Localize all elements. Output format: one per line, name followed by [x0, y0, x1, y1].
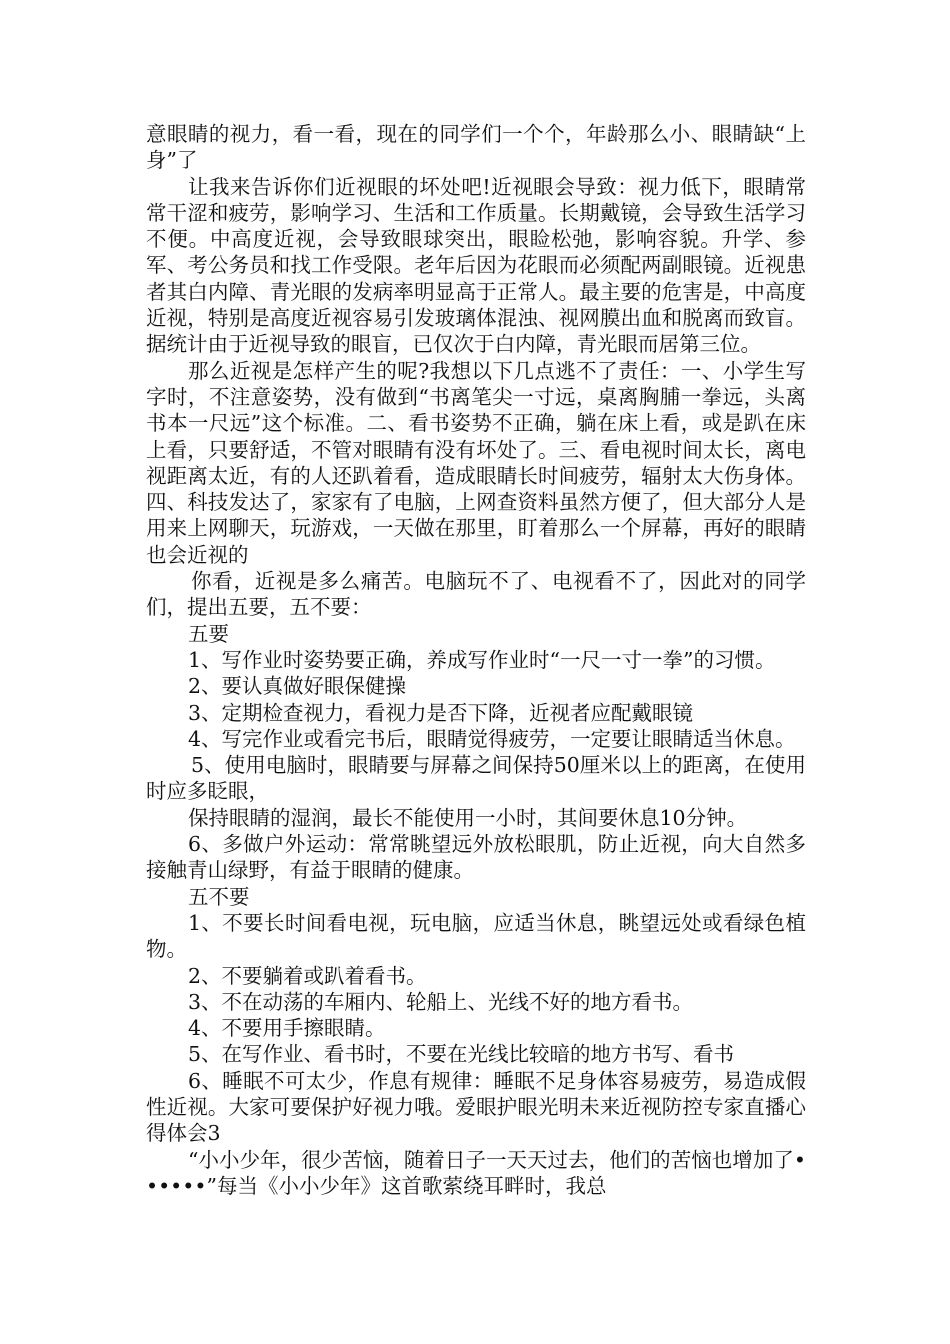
paragraph-3: 那么近视是怎样产生的呢?我想以下几点逃不了责任：一、小学生写字时，不注意姿势，没有做到“书离笔尖一寸远，桌离胸脯一拳远，头离书本一尺远”这个标准。二、看书姿势不正确，躺在床上看，或是趴在床上看，只要舒适，不管对眼睛有没有坏处了。三、看电视时间太长，离电视距离太近，有的人还趴着看，造成眼睛长时间疲劳，辐射太大伤身体。四、科技发达了，家家有了电脑，上网查资料虽然方便了，但大部分人是用来上网聊天，玩游戏，一天做在那里，盯着那么一个屏幕，再好的眼睛也会近视的: [146, 358, 806, 567]
list-item: 4、写完作业或看完书后，眼睛觉得疲劳，一定要让眼睛适当休息。: [188, 726, 796, 751]
list-item: 4、不要用手擦眼睛。: [188, 1016, 386, 1041]
list-item: 1、不要长时间看电视，玩电脑，应适当休息，眺望远处或看绿色植物。: [146, 910, 806, 962]
list-item: 6、睡眠不可太少，作息有规律：睡眠不足身体容易疲劳，易造成假性近视。大家可要保护好视力哦。爱眼护眼光明未来近视防控专家直播心得体会3: [146, 1068, 806, 1146]
paragraph-1: 意眼睛的视力，看一看，现在的同学们一个个，年龄那么小、眼睛缺“上身”了: [146, 122, 806, 173]
list-item: 1、写作业时姿势要正确，养成写作业时“一尺一寸一拳”的习惯。: [188, 647, 776, 672]
paragraph-4: 你看，近视是多么痛苦。电脑玩不了、电视看不了，因此对的同学们，提出五要，五不要：: [146, 569, 806, 620]
list-item: 3、不在动荡的车厢内、轮船上、光线不好的地方看书。: [188, 989, 694, 1014]
section-heading-five-donts: 五不要: [188, 884, 250, 909]
section-heading-five-dos: 五要: [188, 621, 229, 646]
list-item: 5、使用电脑时，眼睛要与屏幕之间保持50厘米以上的距离，在使用时应多眨眼，: [146, 753, 806, 804]
paragraph-continuation: 保持眼睛的湿润，最长不能使用一小时，其间要休息10分钟。: [188, 805, 748, 830]
paragraph-2: 让我来告诉你们近视眼的坏处吧!近视眼会导致：视力低下，眼睛常常干涩和疲劳，影响学习、生活和工作质量。长期戴镜，会导致生活学习不便。中高度近视，会导致眼球突出，眼睑松弛，影响容貌。升学、参军、考公务员和找工作受限。老年后因为花眼而必须配两副眼镜。近视患者其白内障、青光眼的发病率明显高于正常人。最主要的危害是，中高度近视，特别是高度近视容易引发玻璃体混浊、视网膜出血和脱离而致盲。据统计由于近视导致的眼盲，已仅次于白内障，青光眼而居第三位。: [146, 174, 806, 357]
list-item: 6、多做户外运动：常常眺望远外放松眼肌，防止近视，向大自然多接触青山绿野，有益于眼睛的健康。: [146, 832, 806, 883]
paragraph-final: “小小少年，很少苦恼，随着日子一天天过去，他们的苦恼也增加了••••••”每当《小小少年》这首歌萦绕耳畔时，我总: [146, 1147, 806, 1198]
list-item: 3、定期检查视力，看视力是否下降，近视者应配戴眼镜: [188, 700, 694, 725]
list-item: 2、不要躺着或趴着看书。: [188, 963, 427, 988]
document-body: [146, 121, 806, 1199]
list-item: 5、在写作业、看书时，不要在光线比较暗的地方书写、看书: [188, 1042, 735, 1067]
list-item: 2、要认真做好眼保健操: [188, 674, 407, 699]
